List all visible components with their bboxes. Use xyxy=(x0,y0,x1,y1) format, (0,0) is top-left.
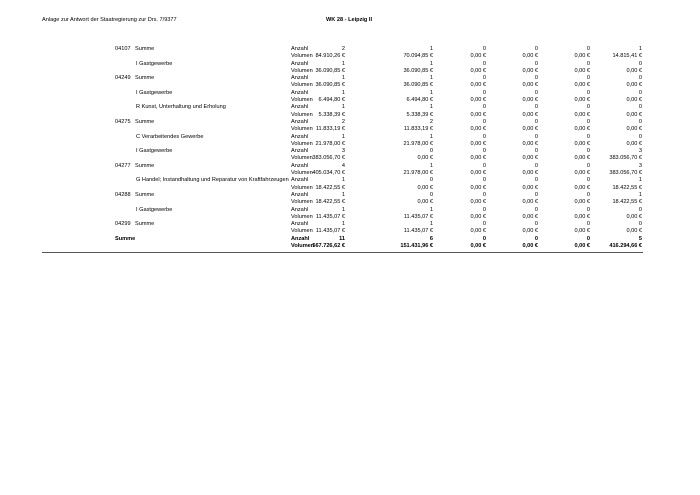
row-value-col4: 0,00 € xyxy=(522,97,538,104)
table-row xyxy=(0,155,700,162)
row-value-col1: 4 xyxy=(341,162,345,169)
row-value-col6: 3 xyxy=(638,148,642,155)
row-value-col5: 0,00 € xyxy=(574,82,590,89)
row-value-col3: 0,00 € xyxy=(470,126,486,133)
row-value-col4: 0 xyxy=(534,89,538,96)
table-row xyxy=(0,207,700,214)
row-metric: Volumen xyxy=(291,111,313,118)
row-label: Summe xyxy=(135,46,155,52)
row-value-col3: 0 xyxy=(482,162,486,169)
row-value-col3: 0,00 € xyxy=(470,170,486,177)
row-value-col1: 1 xyxy=(341,104,345,111)
row-value-col1: 1 xyxy=(341,177,345,184)
row-value-col1: 36.090,85 € xyxy=(315,67,345,74)
row-label: I Gastgewerbe xyxy=(136,60,173,67)
row-value-col2: 1 xyxy=(429,206,433,213)
row-value-col5: 0 xyxy=(586,206,590,213)
row-value-col1: 1 xyxy=(341,206,345,213)
row-value-col4: 0,00 € xyxy=(522,228,538,235)
row-value-col2: 11.833,19 € xyxy=(403,126,433,133)
row-value-col5: 0,00 € xyxy=(574,126,590,133)
row-label: Summe xyxy=(135,162,155,169)
table-row xyxy=(0,134,700,141)
row-value-col5: 0,00 € xyxy=(574,97,590,104)
row-value-col6: 0 xyxy=(638,89,642,96)
row-metric: Volumen xyxy=(291,97,313,104)
row-value-col5: 0,00 € xyxy=(574,140,590,147)
row-value-col6: 0,00 € xyxy=(626,228,642,235)
row-label: I Gastgewerbe xyxy=(136,89,173,96)
total-value-col5: 0,00 € xyxy=(574,243,590,250)
row-metric: Anzahl xyxy=(291,75,309,82)
table-row xyxy=(0,82,700,89)
row-value-col5: 0,00 € xyxy=(574,228,590,235)
row-value-col3: 0 xyxy=(482,104,486,111)
row-metric: Volumen xyxy=(291,228,313,235)
row-value-col4: 0 xyxy=(534,206,538,213)
row-value-col3: 0 xyxy=(482,191,486,198)
row-value-col4: 0,00 € xyxy=(522,126,538,133)
table-bottom-rule xyxy=(42,252,643,253)
row-metric: Anzahl xyxy=(291,177,309,184)
row-value-col4: 0,00 € xyxy=(522,111,538,118)
total-label: Summe xyxy=(115,235,136,242)
row-value-col6: 0,00 € xyxy=(626,126,642,133)
row-metric: Volumen xyxy=(291,155,313,162)
row-value-col3: 0 xyxy=(482,118,486,125)
row-value-col1: 11.435,07 € xyxy=(315,213,345,220)
row-value-col3: 0,00 € xyxy=(470,228,486,235)
row-value-col1: 1 xyxy=(341,60,345,67)
row-value-col6: 0 xyxy=(638,133,642,140)
row-metric: Anzahl xyxy=(291,133,309,140)
row-value-col6: 0,00 € xyxy=(626,213,642,220)
row-value-col4: 0,00 € xyxy=(522,213,538,220)
row-value-col5: 0 xyxy=(586,221,590,228)
data-table xyxy=(0,46,700,250)
row-label: Summe xyxy=(135,118,155,125)
row-metric: Anzahl xyxy=(291,89,309,96)
row-metric: Anzahl xyxy=(291,104,309,111)
table-row xyxy=(0,46,700,53)
row-metric: Volumen xyxy=(291,199,313,206)
row-value-col5: 0,00 € xyxy=(574,111,590,118)
row-value-col6: 0,00 € xyxy=(626,97,642,104)
row-label: R Kunst, Unterhaltung und Erholung xyxy=(136,104,226,111)
row-value-col4: 0 xyxy=(534,148,538,155)
table-row xyxy=(0,126,700,133)
row-value-col3: 0 xyxy=(482,46,486,52)
row-value-col4: 0,00 € xyxy=(522,170,538,177)
row-label: I Gastgewerbe xyxy=(136,148,173,155)
total-metric: Volumen xyxy=(291,243,315,250)
row-value-col5: 0 xyxy=(586,104,590,111)
total-value-col1: 567.726,62 € xyxy=(312,243,345,250)
row-value-col5: 0,00 € xyxy=(574,155,590,162)
row-metric: Anzahl xyxy=(291,60,309,67)
total-metric: Anzahl xyxy=(291,235,310,242)
row-value-col2: 70.094,85 € xyxy=(403,53,433,60)
row-metric: Anzahl xyxy=(291,118,309,125)
row-value-col2: 1 xyxy=(429,162,433,169)
row-value-col2: 0,00 € xyxy=(417,155,433,162)
table-row xyxy=(0,119,700,126)
row-value-col1: 383.056,70 € xyxy=(312,155,345,162)
page-header-left: Anlage zur Antwort der Staatregierung zur Drs. 7/9377 xyxy=(42,17,177,23)
row-value-col3: 0,00 € xyxy=(470,53,486,60)
row-metric: Volumen xyxy=(291,53,313,60)
row-metric: Anzahl xyxy=(291,162,309,169)
row-value-col5: 0 xyxy=(586,162,590,169)
row-value-col2: 1 xyxy=(429,46,433,52)
row-value-col3: 0,00 € xyxy=(470,184,486,191)
row-value-col2: 0 xyxy=(429,191,433,198)
total-row xyxy=(0,243,700,250)
table-row xyxy=(0,163,700,170)
row-value-col5: 0 xyxy=(586,148,590,155)
row-metric: Volumen xyxy=(291,82,313,89)
row-value-col4: 0 xyxy=(534,162,538,169)
row-value-col1: 1 xyxy=(341,191,345,198)
row-value-col2: 0,00 € xyxy=(417,199,433,206)
row-value-col1: 11.833,19 € xyxy=(315,126,345,133)
row-value-col1: 1 xyxy=(341,75,345,82)
table-row xyxy=(0,177,700,184)
row-value-col4: 0,00 € xyxy=(522,199,538,206)
row-value-col6: 383.056,70 € xyxy=(609,155,642,162)
row-value-col3: 0,00 € xyxy=(470,67,486,74)
row-value-col2: 11.435,07 € xyxy=(403,228,433,235)
row-value-col4: 0 xyxy=(534,191,538,198)
row-value-col6: 18.422,55 € xyxy=(612,199,642,206)
row-value-col3: 0 xyxy=(482,75,486,82)
row-value-col6: 1 xyxy=(638,177,642,184)
row-label: Summe xyxy=(135,221,155,228)
row-value-col6: 14.815,41 € xyxy=(612,53,642,60)
row-metric: Anzahl xyxy=(291,148,309,155)
table-row xyxy=(0,192,700,199)
row-value-col4: 0 xyxy=(534,133,538,140)
table-row xyxy=(0,214,700,221)
row-value-col6: 3 xyxy=(638,162,642,169)
row-postal-code: 04249 xyxy=(115,75,131,82)
total-value-col4: 0 xyxy=(534,235,538,242)
row-value-col5: 0,00 € xyxy=(574,199,590,206)
row-value-col6: 1 xyxy=(638,46,642,52)
row-value-col5: 0,00 € xyxy=(574,184,590,191)
row-postal-code: 04107 xyxy=(115,46,131,52)
total-value-col4: 0,00 € xyxy=(522,243,538,250)
row-value-col1: 18.422,55 € xyxy=(315,199,345,206)
row-value-col4: 0,00 € xyxy=(522,53,538,60)
row-metric: Volumen xyxy=(291,184,313,191)
row-value-col2: 21.978,00 € xyxy=(403,140,433,147)
row-value-col4: 0 xyxy=(534,75,538,82)
row-value-col2: 21.978,00 € xyxy=(403,170,433,177)
row-value-col2: 0 xyxy=(429,177,433,184)
row-metric: Anzahl xyxy=(291,221,309,228)
row-value-col3: 0,00 € xyxy=(470,199,486,206)
table-row xyxy=(0,112,700,119)
table-row xyxy=(0,53,700,60)
total-value-col3: 0 xyxy=(482,235,486,242)
row-value-col2: 1 xyxy=(429,104,433,111)
row-value-col6: 383.056,70 € xyxy=(609,170,642,177)
row-label: Summe xyxy=(135,75,155,82)
row-value-col5: 0,00 € xyxy=(574,213,590,220)
row-postal-code: 04277 xyxy=(115,162,131,169)
row-postal-code: 04288 xyxy=(115,191,131,198)
row-value-col4: 0 xyxy=(534,104,538,111)
row-value-col1: 2 xyxy=(341,118,345,125)
row-value-col6: 0 xyxy=(638,118,642,125)
table-row xyxy=(0,90,700,97)
row-value-col1: 1 xyxy=(341,133,345,140)
table-row xyxy=(0,61,700,68)
row-value-col5: 0,00 € xyxy=(574,67,590,74)
row-value-col4: 0 xyxy=(534,177,538,184)
row-value-col4: 0,00 € xyxy=(522,140,538,147)
row-value-col2: 1 xyxy=(429,60,433,67)
row-metric: Volumen xyxy=(291,170,313,177)
row-value-col3: 0 xyxy=(482,60,486,67)
table-row xyxy=(0,97,700,104)
row-value-col3: 0,00 € xyxy=(470,213,486,220)
row-value-col6: 0 xyxy=(638,75,642,82)
row-value-col1: 1 xyxy=(341,89,345,96)
row-metric: Volumen xyxy=(291,126,313,133)
row-value-col6: 0,00 € xyxy=(626,140,642,147)
row-postal-code: 04275 xyxy=(115,118,131,125)
row-value-col2: 6.494,80 € xyxy=(406,97,433,104)
row-value-col1: 405.034,70 € xyxy=(312,170,345,177)
row-value-col5: 0,00 € xyxy=(574,170,590,177)
row-value-col5: 0 xyxy=(586,60,590,67)
page-header-title: WK 28 - Leipzig II xyxy=(326,17,372,23)
row-value-col6: 0,00 € xyxy=(626,82,642,89)
row-value-col3: 0 xyxy=(482,89,486,96)
row-value-col4: 0,00 € xyxy=(522,82,538,89)
total-value-col6: 5 xyxy=(638,235,642,242)
row-value-col6: 0 xyxy=(638,206,642,213)
row-metric: Anzahl xyxy=(291,206,309,213)
row-value-col2: 5.338,39 € xyxy=(406,111,433,118)
row-value-col4: 0 xyxy=(534,221,538,228)
total-value-col2: 151.431,96 € xyxy=(400,243,433,250)
total-value-col3: 0,00 € xyxy=(470,243,486,250)
row-value-col2: 0 xyxy=(429,148,433,155)
row-metric: Anzahl xyxy=(291,46,309,52)
row-value-col6: 0 xyxy=(638,104,642,111)
table-row xyxy=(0,199,700,206)
row-value-col3: 0,00 € xyxy=(470,97,486,104)
row-value-col3: 0,00 € xyxy=(470,140,486,147)
row-value-col2: 0,00 € xyxy=(417,184,433,191)
row-value-col1: 11.435,07 € xyxy=(315,228,345,235)
row-value-col5: 0 xyxy=(586,191,590,198)
row-value-col3: 0,00 € xyxy=(470,111,486,118)
row-value-col3: 0,00 € xyxy=(470,82,486,89)
row-value-col1: 21.978,00 € xyxy=(315,140,345,147)
total-value-col5: 0 xyxy=(586,235,590,242)
row-value-col1: 1 xyxy=(341,221,345,228)
row-value-col6: 0,00 € xyxy=(626,111,642,118)
row-metric: Anzahl xyxy=(291,191,309,198)
row-value-col2: 36.090,85 € xyxy=(403,67,433,74)
row-value-col5: 0 xyxy=(586,133,590,140)
total-value-col6: 416.294,66 € xyxy=(609,243,642,250)
row-value-col6: 1 xyxy=(638,191,642,198)
row-value-col4: 0 xyxy=(534,46,538,52)
row-value-col4: 0,00 € xyxy=(522,184,538,191)
row-metric: Volumen xyxy=(291,140,313,147)
table-row xyxy=(0,185,700,192)
row-value-col2: 1 xyxy=(429,133,433,140)
table-row xyxy=(0,104,700,111)
row-value-col1: 84.910,26 € xyxy=(315,53,345,60)
row-value-col3: 0 xyxy=(482,148,486,155)
row-value-col4: 0 xyxy=(534,118,538,125)
row-value-col4: 0,00 € xyxy=(522,155,538,162)
row-value-col2: 2 xyxy=(429,118,433,125)
row-value-col5: 0,00 € xyxy=(574,53,590,60)
row-value-col3: 0,00 € xyxy=(470,155,486,162)
row-value-col5: 0 xyxy=(586,177,590,184)
row-metric: Volumen xyxy=(291,213,313,220)
row-value-col6: 0,00 € xyxy=(626,67,642,74)
row-value-col1: 36.090,85 € xyxy=(315,82,345,89)
total-value-col1: 11 xyxy=(339,235,345,242)
row-value-col5: 0 xyxy=(586,75,590,82)
row-value-col1: 6.494,80 € xyxy=(318,97,345,104)
row-value-col2: 1 xyxy=(429,75,433,82)
row-value-col5: 0 xyxy=(586,46,590,52)
row-value-col3: 0 xyxy=(482,221,486,228)
row-value-col1: 5.338,39 € xyxy=(318,111,345,118)
row-value-col6: 0 xyxy=(638,60,642,67)
row-value-col2: 1 xyxy=(429,221,433,228)
row-postal-code: 04299 xyxy=(115,221,131,228)
total-value-col2: 6 xyxy=(429,235,433,242)
table-row xyxy=(0,68,700,75)
total-row xyxy=(0,236,700,243)
table-row xyxy=(0,221,700,228)
row-value-col2: 1 xyxy=(429,89,433,96)
table-row xyxy=(0,75,700,82)
row-value-col2: 36.090,85 € xyxy=(403,82,433,89)
row-label: G Handel; Instandhaltung und Reparatur von Kraftfahrzeugen xyxy=(136,177,289,184)
row-metric: Volumen xyxy=(291,67,313,74)
table-row xyxy=(0,228,700,235)
row-label: Summe xyxy=(135,191,155,198)
row-value-col1: 18.422,55 € xyxy=(315,184,345,191)
row-value-col2: 11.435,07 € xyxy=(403,213,433,220)
row-value-col6: 0 xyxy=(638,221,642,228)
row-value-col4: 0 xyxy=(534,60,538,67)
row-value-col5: 0 xyxy=(586,118,590,125)
table-row xyxy=(0,141,700,148)
row-value-col1: 3 xyxy=(341,148,345,155)
row-value-col6: 18.422,55 € xyxy=(612,184,642,191)
row-value-col3: 0 xyxy=(482,133,486,140)
row-value-col3: 0 xyxy=(482,206,486,213)
table-row xyxy=(0,148,700,155)
row-value-col4: 0,00 € xyxy=(522,67,538,74)
row-value-col1: 2 xyxy=(341,46,345,52)
row-label: C Verarbeitendes Gewerbe xyxy=(136,133,204,140)
row-value-col3: 0 xyxy=(482,177,486,184)
table-row xyxy=(0,170,700,177)
row-value-col5: 0 xyxy=(586,89,590,96)
row-label: I Gastgewerbe xyxy=(136,206,173,213)
